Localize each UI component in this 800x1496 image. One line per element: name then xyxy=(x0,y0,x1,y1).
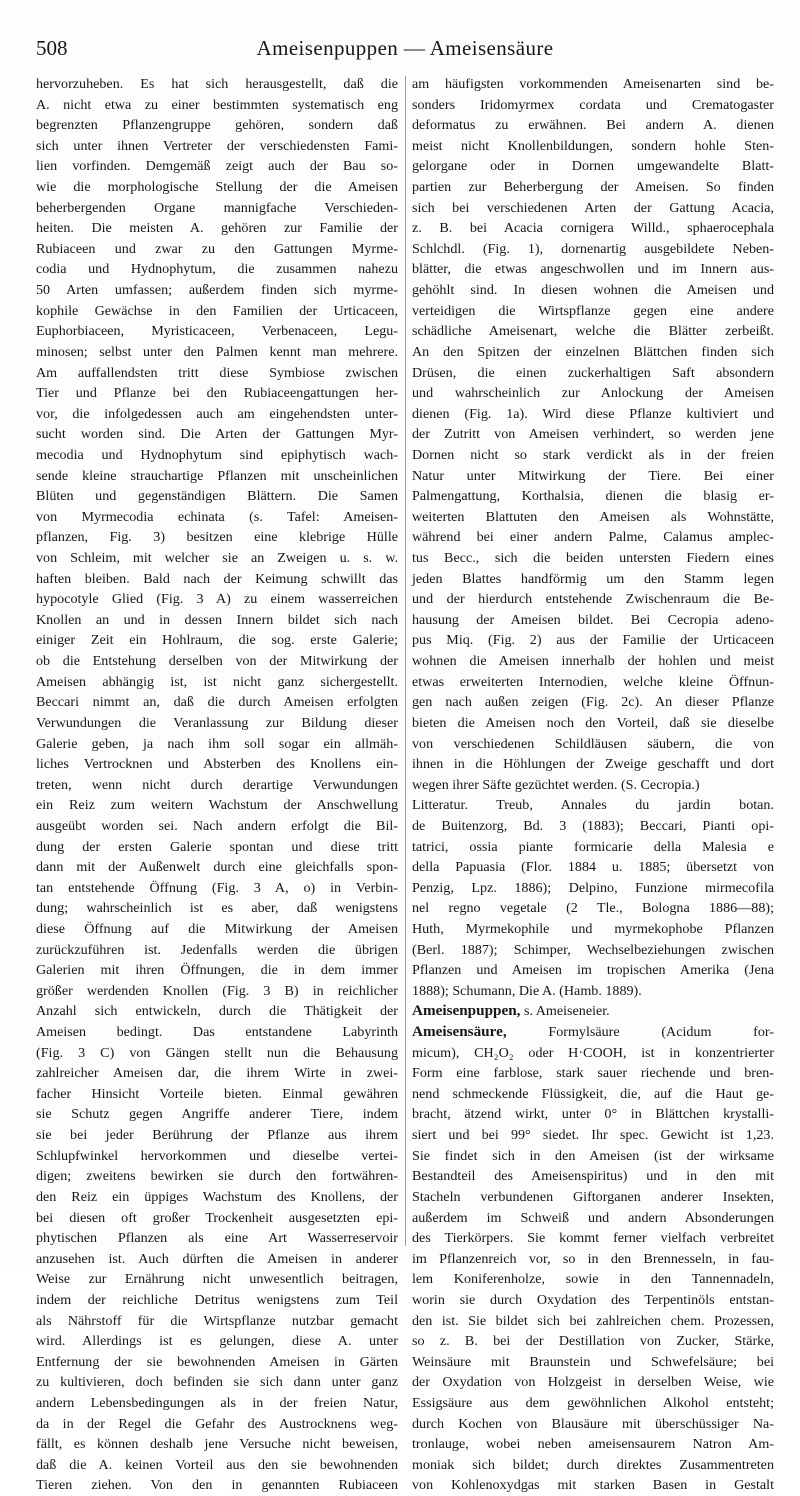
text-line: hervorzuheben. Es hat sich herausgestellt, daß die xyxy=(36,76,398,92)
text-line: gelorgane oder in Dornen umgewandelte Blatt- xyxy=(412,158,774,175)
text-line: kophile Gewächse in den Familien der Urticaceen, xyxy=(36,302,398,319)
text-line: 1888); Schumann, Die A. (Hamb. 1889). xyxy=(412,982,642,999)
text-line: della Papuasia (Flor. 1884 u. 1885; übersetzt von xyxy=(412,859,774,876)
text-line: tronlauge, wobei neben ameisensaurem Natron Am- xyxy=(412,1436,774,1453)
text-line: Tier und Pflanze bei den Rubiaceengattungen her- xyxy=(36,385,398,402)
entry-keyword-ameisensaeure: Ameisensäure, xyxy=(412,1023,507,1041)
entry-first-line-ameisensaeure: Formylsäure (Acidum for- xyxy=(548,1024,775,1041)
text-line: nend schmeckende Flüssigkeit, die, auf die Haut ge- xyxy=(412,1085,774,1102)
text-line: Galerie geben, ja nach ihm soll sogar ein allmäh- xyxy=(36,735,398,752)
running-head-title: Ameisenpuppen — Ameisensäure xyxy=(256,36,554,60)
text-line: ausgeübt worden sei. Nach andern erfolgt die Bil- xyxy=(36,817,398,834)
text-line: lem Koniferenholze, sowie in den Tannennadeln, xyxy=(412,1271,774,1288)
text-line: Palmengattung, Korthalsia, dienen die blasig er- xyxy=(412,488,774,505)
text-line: fällt, es können deshalb jene Versuche nicht beweisen, xyxy=(36,1436,398,1453)
text-line: z. B. bei Acacia cornigera Willd., sphaerocephala xyxy=(412,220,774,237)
text-line: Galerien mit ihren Öffnungen, die in dem immer xyxy=(36,962,398,979)
text-line: Bestandteil des Ameisenspiritus) und in den mit xyxy=(412,1168,774,1185)
text-line: ob die Entstehung derselben von der Mitwirkung der xyxy=(36,653,398,670)
text-line: nel regno vegetale (2 Tle., Bologna 1886—88); xyxy=(412,900,774,917)
text-line: haften bleiben. Bald nach der Keimung schwillt das xyxy=(36,570,398,587)
text-line: der Oxydation von Holzgeist in derselben Weise, wie xyxy=(412,1374,774,1391)
text-line: tus Becc., sich die beiden untersten Fiedern eines xyxy=(412,550,774,567)
text-line: einiger Zeit ein Hohlraum, die sog. erste Galerie; xyxy=(36,632,398,649)
text-line: anzusehen ist. Auch dürften die Ameisen in anderer xyxy=(36,1250,398,1267)
text-line: durch Kochen von Blausäure mit überschüssiger Na- xyxy=(412,1415,774,1432)
text-line: (Berl. 1887); Schimper, Wechselbeziehungen zwischen xyxy=(412,941,774,958)
text-line: pus Miq. (Fig. 2) aus der Familie der Urticaceen xyxy=(412,632,774,649)
text-line: zurückzuführen ist. Jedenfalls werden die übrigen xyxy=(36,941,398,958)
text-line: Beccari nimmt an, daß die durch Ameisen erfolgten xyxy=(36,694,398,711)
text-line: phytischen Pflanzen als eine Art Wasserreservoir xyxy=(36,1230,398,1247)
text-line: ihnen in die Höhlungen der Zweige geschafft und dort xyxy=(412,756,774,773)
text-line: treten, wenn nicht durch derartige Verwundungen xyxy=(36,776,398,793)
text-line: Entfernung der sie bewohnenden Ameisen in Gärten xyxy=(36,1353,398,1370)
text-line: jeden Blattes handförmig um den Stamm legen xyxy=(412,570,774,587)
column-divider xyxy=(405,76,406,1246)
text-line: sie bei jeder Berührung der Pflanze aus ihrem xyxy=(36,1127,398,1144)
entry-ameisenpuppen xyxy=(412,1001,774,1022)
entry-ameisensaeure-head xyxy=(412,1022,774,1043)
text-line: wird. Allerdings ist es gelungen, diese A. unter xyxy=(36,1333,398,1350)
text-line: wohnen die Ameisen innerhalb der hohlen und meist xyxy=(412,653,774,670)
text-line: Pflanzen und Ameisen im tropischen Amerika (Jena xyxy=(412,962,774,979)
text-line: bracht, ätzend wirkt, unter 0° in Blättchen krystalli- xyxy=(412,1106,774,1123)
text-line: den ist. Sie bildet sich bei zahlreichen chem. Prozessen, xyxy=(412,1312,774,1329)
text-line: Natur unter Mitwirkung der Tiere. Bei einer xyxy=(412,467,774,484)
text-line: Knollen an und in dessen Innern bildet sich nach xyxy=(36,611,398,628)
text-line: hypocotyle Glied (Fig. 3 A) zu einem wasserreichen xyxy=(36,591,398,608)
text-line: digen; zweitens bewirken sie durch den fortwähren- xyxy=(36,1168,398,1185)
text-line: micum), CH₂O₂ oder H·COOH, ist in konzentrierter xyxy=(412,1044,774,1061)
text-line: Form eine farblose, stark sauer riechende und bren- xyxy=(412,1065,774,1082)
text-line: dung der ersten Galerie spontan und diese tritt xyxy=(36,838,398,855)
entry-keyword-ameisenpuppen: Ameisenpuppen, xyxy=(412,1002,521,1020)
text-line: indem der reichliche Detritus wenigstens zum Teil xyxy=(36,1291,398,1308)
text-line: von Myrmecodia echinata (s. Tafel: Ameisen- xyxy=(36,508,398,525)
text-line: Weinsäure mit Braunstein und Schwefelsäure; bei xyxy=(412,1353,774,1370)
page-number: 508 xyxy=(36,36,68,60)
text-line: worin sie durch Oxydation des Terpentinöls entstan- xyxy=(412,1291,774,1308)
ameisenpflanzen-continuation xyxy=(412,74,774,1001)
text-line: Penzig, Lpz. 1886); Delpino, Funzione mirmecofila xyxy=(412,879,774,896)
text-line: moniak sich bildet; durch direktes Zusammentreten xyxy=(412,1456,774,1473)
text-line: sucht worden sind. Die Arten der Gattungen Myr- xyxy=(36,426,398,443)
text-line: vor, die infolgedessen auch am eingehendsten unter- xyxy=(36,405,398,422)
text-line: Weise zur Ernährung nicht unwesentlich beitragen, xyxy=(36,1271,398,1288)
text-line: am häufigsten vorkommenden Ameisenarten sind be- xyxy=(412,76,774,92)
text-line: blätter, die etwas angeschwollen und im Innern aus- xyxy=(412,261,774,278)
text-line: siert und bei 99° siedet. Ihr spec. Gewicht ist 1,23. xyxy=(412,1127,774,1144)
text-columns xyxy=(36,74,775,1494)
text-line: daß die A. keinen Vorteil aus den sie bewohnenden xyxy=(36,1456,398,1473)
text-line: von verschiedenen Schildläusen säubern, die von xyxy=(412,735,774,752)
text-line: A. nicht etwa zu einer bestimmten systematisch eng xyxy=(36,96,398,113)
text-line: hausung der Ameisen bildet. Bei Cecropia adeno- xyxy=(412,611,774,628)
text-line: mecodia und Hydnophytum sind epiphytisch wach- xyxy=(36,446,398,463)
text-line: des Tierkörpers. Sie kommt ferner vielfach verbreitet xyxy=(412,1230,774,1247)
text-line: als Nährstoff für die Wirtspflanze nutzbar gemacht xyxy=(36,1312,398,1329)
text-line: dienen (Fig. 1a). Wird diese Pflanze kultiviert und xyxy=(412,405,774,422)
text-line: minosen; selbst unter den Palmen kennt man mehrere. xyxy=(36,343,398,360)
text-line: heiten. Die meisten A. gehören zur Familie der xyxy=(36,220,398,237)
text-line: (Fig. 3 C) von Gängen stellt nun die Behausung xyxy=(36,1044,398,1061)
text-line: tatrici, ossia piante formicarie della Malesia e xyxy=(412,838,774,855)
text-line: Schlupfwinkel hervorkommen und dieselbe vertei- xyxy=(36,1147,398,1164)
text-line: Verwundungen die Veranlassung zur Bildung dieser xyxy=(36,714,398,731)
text-line: Euphorbiaceen, Myristicaceen, Verbenaceen, Legu- xyxy=(36,323,398,340)
text-line: partien zur Beherbergung der Ameisen. So finden xyxy=(412,179,774,196)
text-line: zu kultivieren, doch befinden sie sich dann unter ganz xyxy=(36,1374,398,1391)
text-line: beherbergenden Organe mannigfache Verschieden- xyxy=(36,199,398,216)
text-line: An den Spitzen der einzelnen Blättchen finden sich xyxy=(412,343,774,360)
ameisensaeure-body xyxy=(412,1043,774,1496)
text-line: etwas erweiterten Internodien, welche kleine Öffnun- xyxy=(412,673,774,690)
text-line: sonders Iridomyrmex cordata und Crematogaster xyxy=(412,96,774,113)
text-line: Dornen nicht so stark verdickt als in der freien xyxy=(412,446,774,463)
text-line: gen nach außen zeigen (Fig. 2c). An dieser Pflanze xyxy=(412,694,774,711)
text-line: gehöhlt sind. In diesen wohnen die Ameisen und xyxy=(412,282,774,299)
text-line: Huth, Myrmekophile und myrmekophobe Pflanzen xyxy=(412,920,774,937)
text-line: meist nicht Knollenbildungen, sondern hohle Sten- xyxy=(412,137,774,154)
text-line: Schlchdl. (Fig. 1), dornenartig ausgebildete Neben- xyxy=(412,240,774,257)
text-line: facher Hinsicht Vorteile bieten. Einmal gewähren xyxy=(36,1085,398,1102)
text-line: dann mit der Außenwelt durch eine gleichfalls spon- xyxy=(36,859,398,876)
right-column xyxy=(412,74,775,1494)
text-line: weiterten Blattuten den Ameisen als Wohnstätte, xyxy=(412,508,774,525)
text-line: sich bei verschiedenen Arten der Gattung Acacia, xyxy=(412,199,774,216)
text-line: wie die morphologische Stellung der die Ameisen xyxy=(36,179,398,196)
text-line: begrenzten Pflanzengruppe gehören, sondern daß xyxy=(36,117,398,134)
text-line: Drüsen, die einen zuckerhaltigen Saft absondern xyxy=(412,364,774,381)
text-line: den Reiz ein üppiges Wachstum des Knollens, der xyxy=(36,1188,398,1205)
text-line: pflanzen, Fig. 3) besitzen eine klebrige Hülle xyxy=(36,529,398,546)
text-line: von Kohlenoxydgas mit starken Basen in Gestalt xyxy=(412,1477,774,1494)
text-line: größer werdenden Knollen (Fig. 3 B) in reichlicher xyxy=(36,982,398,999)
text-line: Am auffallendsten tritt diese Symbiose zwischen xyxy=(36,364,398,381)
text-line: wegen ihrer Säfte gezüchtet werden. (S. Cecropia.) xyxy=(412,776,700,793)
text-line: der Zutritt von Ameisen verhindert, so werden jene xyxy=(412,426,774,443)
text-line: Stacheln verbundenen Giftorganen anderer Insekten, xyxy=(412,1188,774,1205)
text-line: ein Reiz zum weitern Wachstum der Anschwellung xyxy=(36,797,398,814)
text-line: Blüten und gegenständigen Blättern. Die Samen xyxy=(36,488,398,505)
text-line: sende kleine strauchartige Pflanzen mit unscheinlichen xyxy=(36,467,398,484)
text-line: diese Öffnung auf die Mitwirkung der Ameisen xyxy=(36,920,398,937)
text-line: sich unter ihnen Vertreter der verschiedensten Fami- xyxy=(36,137,398,154)
text-line: verteidigen die Wirtspflanze gegen eine andere xyxy=(412,302,774,319)
text-line: Tieren ziehen. Von den in genannten Rubiaceen xyxy=(36,1477,398,1494)
text-line: de Buitenzorg, Bd. 3 (1883); Beccari, Pianti opi- xyxy=(412,817,774,834)
text-line: liches Vertrocknen und Absterben des Knollens ein- xyxy=(36,756,398,773)
text-line: da in der Regel die Gefahr des Austrocknens weg- xyxy=(36,1415,398,1432)
text-line: zahlreicher Ameisen dar, die ihrem Wirte in zwei- xyxy=(36,1065,398,1082)
text-line: von Schleim, mit welcher sie an Zweigen u. s. w. xyxy=(36,550,398,567)
text-line: andern Lebensbedingungen als in der freien Natur, xyxy=(36,1395,398,1411)
text-line: dung; wahrscheinlich ist es aber, daß wenigstens xyxy=(36,900,398,917)
text-line: während bei einer andern Palme, Calamus amplec- xyxy=(412,529,774,546)
text-line: bieten die Ameisen noch den Vorteil, daß sie dieselbe xyxy=(412,714,774,731)
text-line: 50 Arten umfassen; außerdem finden sich myrme- xyxy=(36,282,398,299)
text-line: so z. B. bei der Destillation von Zucker, Stärke, xyxy=(412,1333,774,1350)
text-line: und wahrscheinlich zur Anlockung der Ameisen xyxy=(412,385,774,402)
text-line: Ameisen abhängig ist, ist nicht ganz sichergestellt. xyxy=(36,673,398,690)
text-line: außerdem im Schweiß und andern Absonderungen xyxy=(412,1209,774,1226)
text-line: im Pflanzenreich vor, so in den Brennesseln, in fau- xyxy=(412,1250,774,1267)
text-line: deformatus zu erwähnen. Bei andern A. dienen xyxy=(412,117,774,134)
text-line: Rubiaceen und zwar zu den Gattungen Myrme- xyxy=(36,240,398,257)
entry-text-ameisenpuppen: s. Ameiseneier. xyxy=(523,1003,610,1020)
text-line: bei diesen oft großer Trockenheit ausgesetzten epi- xyxy=(36,1209,398,1226)
text-line: sie Schutz gegen Angriffe anderer Tiere, indem xyxy=(36,1106,398,1123)
text-line: lien vorfinden. Demgemäß zeigt auch der Bau so- xyxy=(36,158,398,175)
text-line: und der hierdurch entstehende Zwischenraum die Be- xyxy=(412,591,774,608)
text-line: Ameisen bedingt. Das entstandene Labyrinth xyxy=(36,1024,398,1041)
text-line: codia und Hydnophytum, die zusammen nahezu xyxy=(36,261,398,278)
text-line: tan entstehende Öffnung (Fig. 3 A, o) in Verbin- xyxy=(36,879,398,896)
text-line: schädliche Ameisenart, welche die Blätter zerbeißt. xyxy=(412,323,774,340)
running-head xyxy=(36,36,774,66)
text-line: Sie findet sich in den Ameisen (ist der wirksame xyxy=(412,1147,774,1164)
text-line: Litteratur. Treub, Annales du jardin botan. xyxy=(412,797,774,814)
text-line: Anzahl sich entwickeln, durch die Thätigkeit der xyxy=(36,1003,398,1020)
text-line: Essigsäure aus dem gewöhnlichen Alkohol entsteht; xyxy=(412,1395,774,1411)
left-column xyxy=(36,74,398,1494)
